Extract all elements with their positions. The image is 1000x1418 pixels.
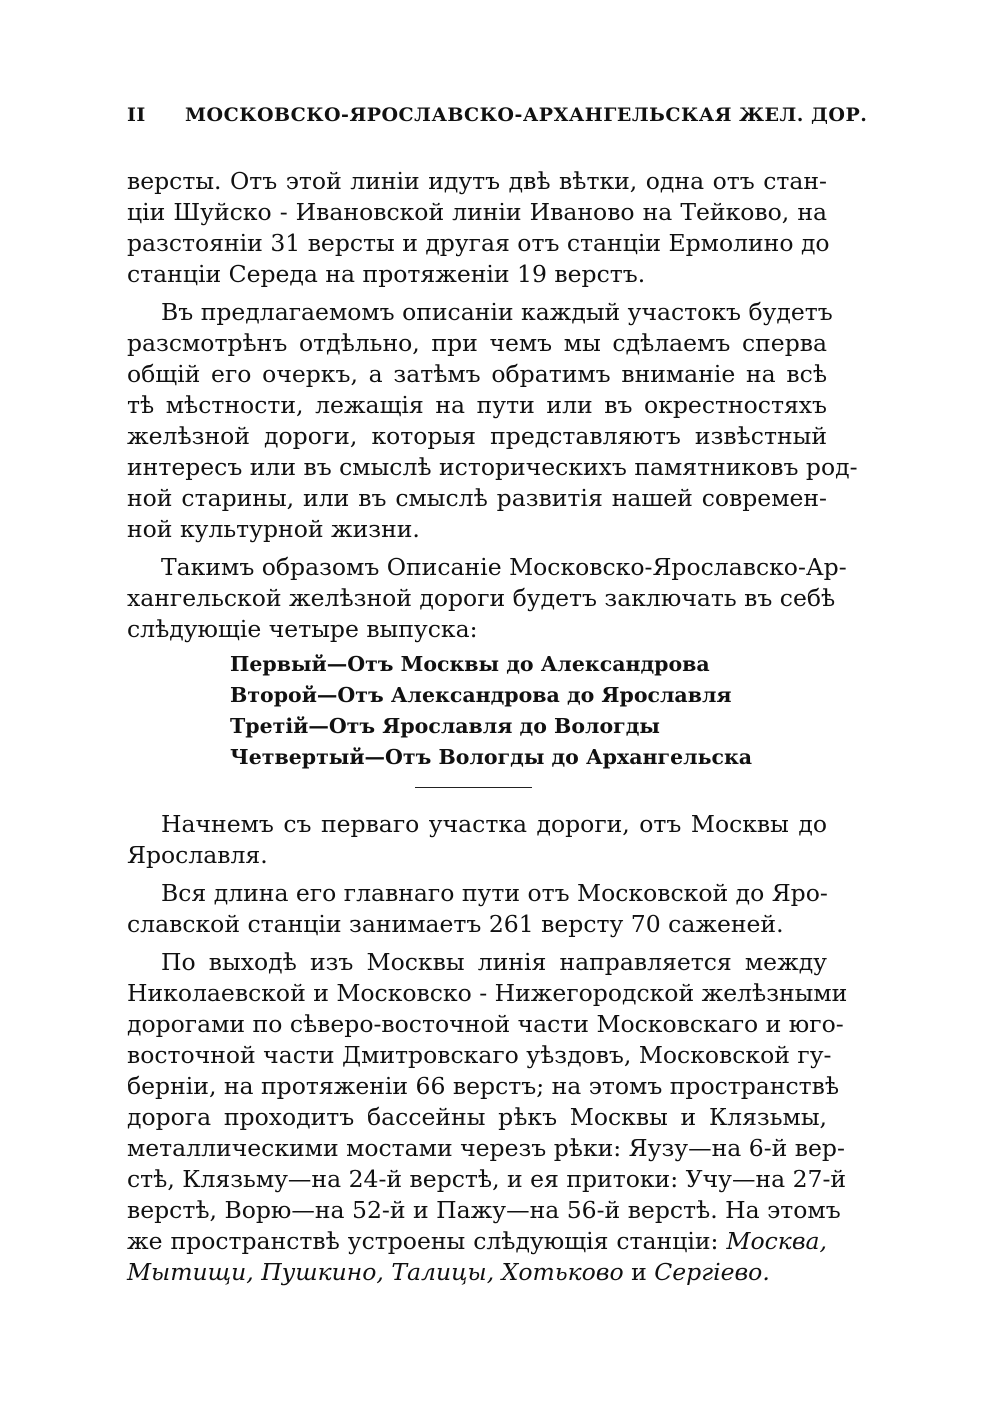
text-line: общій его очеркъ, а затѣмъ обратимъ вниманіе на всѣ [127,360,827,388]
text-line: версты. Отъ этой линіи идутъ двѣ вѣтки, одна отъ стан- [127,167,827,195]
text-line: Николаевской и Московско - Нижегородской желѣзными [127,979,848,1007]
text-line: верстѣ, Ворю—на 52-й и Пажу—на 56-й верстѣ. На этомъ [127,1196,841,1224]
text-line [127,1257,827,1288]
text-line: Ярославля. [127,841,268,869]
text-line: ціи Шуйско - Ивановской линіи Иваново на Тейково, на [127,198,827,226]
station-name: Москва, [726,1227,827,1255]
text-line: металлическими мостами черезъ рѣки: Яузу—на 6-й вер- [127,1134,845,1162]
text-line: Такимъ образомъ Описаніе Московско-Ярославско-Ар- [161,553,847,581]
paragraph-3 [127,552,847,645]
station-name: Пушкино, [261,1258,384,1286]
station-name: Сергіево. [654,1258,770,1286]
main-text [127,166,858,1295]
volume-item: Первый—Отъ Москвы до Александрова [230,652,710,676]
section-divider [415,787,532,788]
conjunction: и [631,1258,647,1286]
text-line: разсмотрѣнъ отдѣльно, при чемъ мы сдѣлаемъ сперва [127,329,827,357]
paragraph-6 [127,947,848,1288]
station-name: Хотьково [501,1258,624,1286]
text-line: тѣ мѣстности, лежащія на пути или въ окрестностяхъ [127,391,827,419]
text-line: славской станціи занимаетъ 261 версту 70 саженей. [127,910,784,938]
volumes-list [230,649,827,773]
text-line: интересъ или въ смыслѣ историческихъ памятниковъ род- [127,453,858,481]
running-title: МОСКОВСКО-ЯРОСЛАВСКО-АРХАНГЕЛЬСКАЯ ЖЕЛ. ДОР. [185,104,868,126]
text-line: хангельской желѣзной дороги будетъ заключать въ себѣ [127,584,836,612]
text-line: Начнемъ съ перваго участка дороги, отъ Москвы до [161,810,827,838]
text-line: ной старины, или въ смыслѣ развитія нашей современ- [127,484,827,512]
paragraph-1 [127,166,830,290]
text-fragment: же пространствѣ устроены слѣдующія станціи: [127,1227,719,1255]
text-line: слѣдующіе четыре выпуска: [127,615,478,643]
paragraph-5 [127,878,827,940]
text-line: дорогами по сѣверо-восточной части Московскаго и юго- [127,1010,844,1038]
station-name: Мытищи, [127,1258,254,1286]
text-line: стѣ, Клязьму—на 24-й верстѣ, и ея притоки: Учу—на 27-й [127,1165,847,1193]
text-line: восточной части Дмитровскаго уѣздовъ, Московской гу- [127,1041,832,1069]
station-name: Талицы, [391,1258,495,1286]
paragraph-2 [127,297,858,545]
text-line: По выходѣ изъ Москвы линія направляется между [161,948,827,976]
text-line: Въ предлагаемомъ описаніи каждый участокъ будетъ [161,298,833,326]
volume-item: Четвертый—Отъ Вологды до Архангельска [230,745,753,769]
text-line: разстояніи 31 версты и другая отъ станціи Ермолино до [127,229,830,257]
text-line: Вся длина его главнаго пути отъ Московской до Яро- [161,879,828,907]
paragraph-4 [127,809,827,871]
text-line: станціи Середа на протяженіи 19 верстъ. [127,260,646,288]
text-line: берніи, на протяженіи 66 верстъ; на этомъ пространствѣ [127,1072,840,1100]
volume-item: Второй—Отъ Александрова до Ярославля [230,683,732,707]
running-header [127,104,868,126]
page-number: II [127,104,146,126]
text-line [127,1226,827,1257]
text-line: ной культурной жизни. [127,515,420,543]
text-line: желѣзной дороги, которыя представляютъ извѣстный [127,422,827,450]
text-line: дорога проходитъ бассейны рѣкъ Москвы и Клязьмы, [127,1103,827,1131]
volume-item: Третій—Отъ Ярославля до Вологды [230,714,660,738]
